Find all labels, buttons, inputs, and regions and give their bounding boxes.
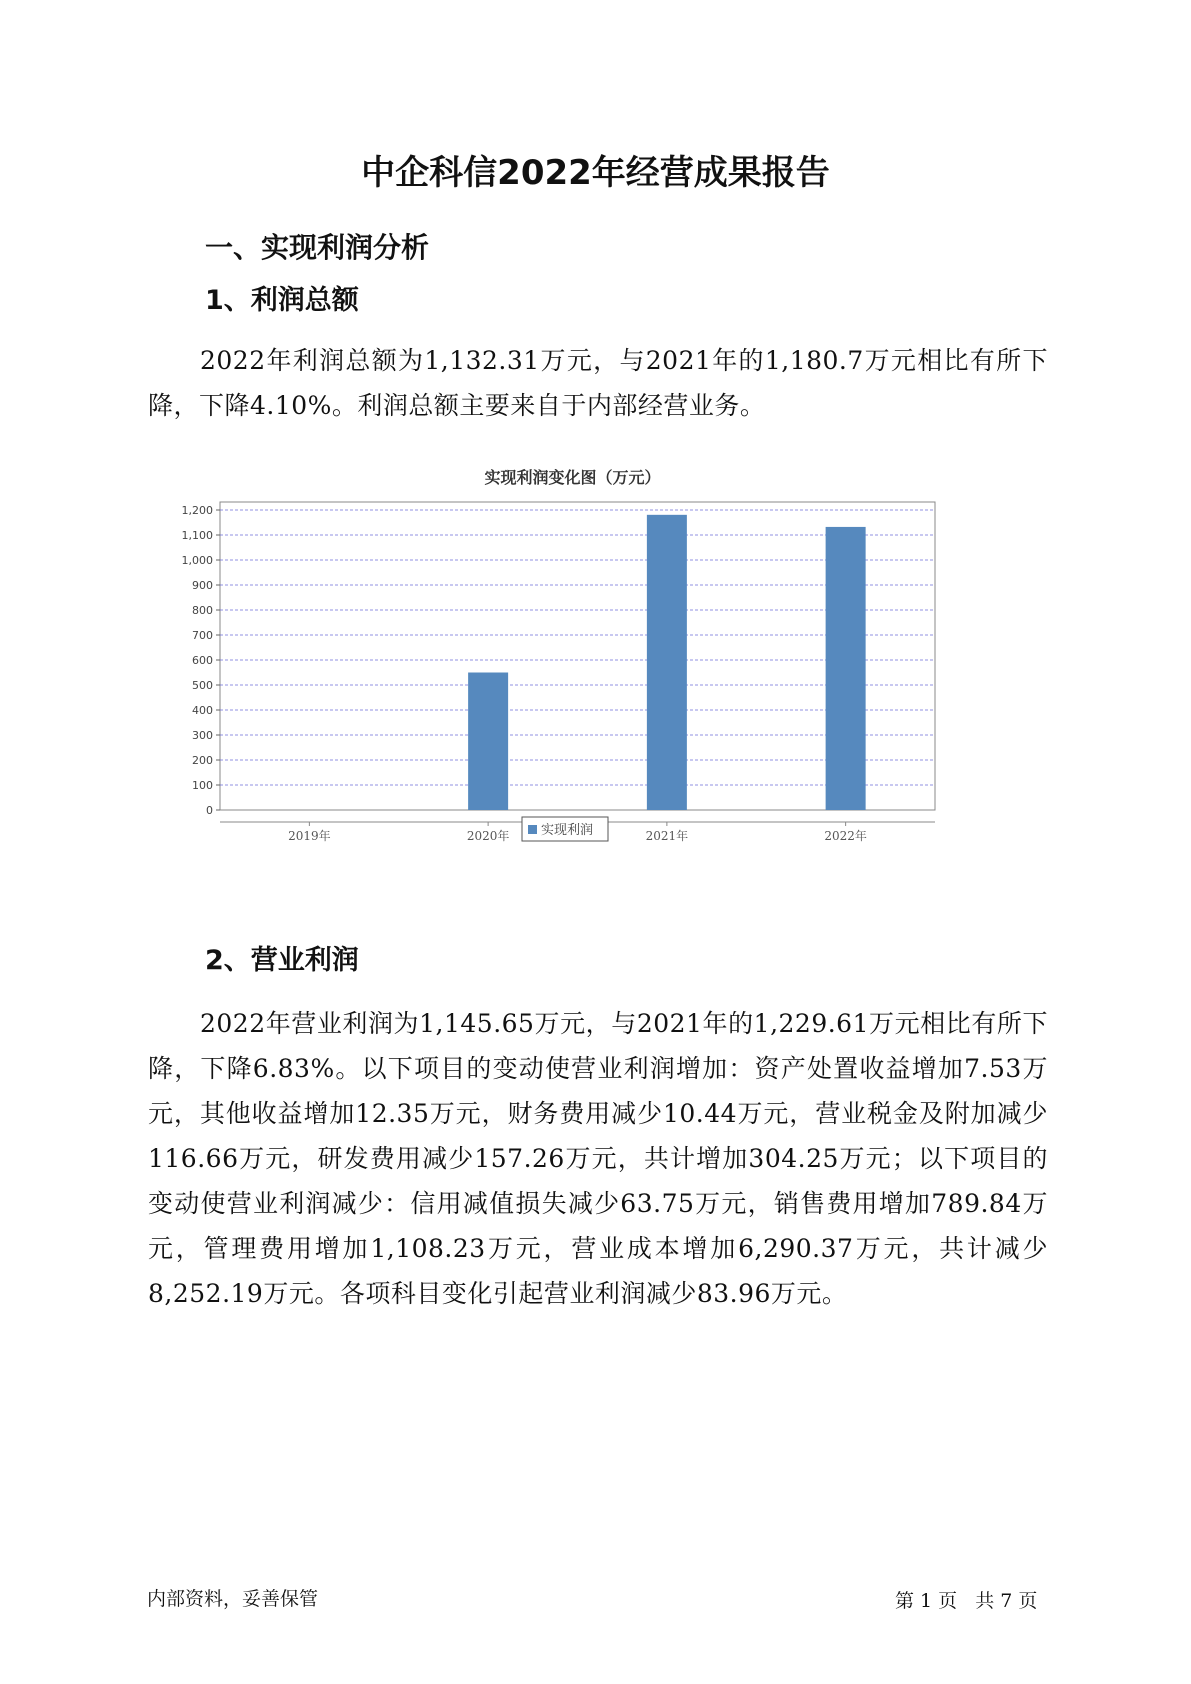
- footer-page-info: [892, 1586, 1040, 1613]
- x-tick-label: 2022年: [824, 829, 867, 843]
- y-tick-label: 1,000: [181, 554, 213, 567]
- subheading-operating-profit: 2、营业利润: [205, 945, 359, 976]
- bar-2020年: [468, 673, 508, 811]
- y-tick-label: 600: [192, 654, 213, 667]
- y-tick-label: 500: [192, 679, 213, 692]
- profit-bar-chart: [150, 455, 1050, 845]
- y-tick-label: 400: [192, 704, 213, 717]
- footer-page-number: 1: [920, 1590, 933, 1612]
- chart-title: 实现利润变化图（万元）: [484, 468, 661, 487]
- bar-2021年: [647, 515, 687, 810]
- subheading-total-profit: 1、利润总额: [205, 285, 359, 316]
- footer-confidential-note: 内部资料，妥善保管: [147, 1588, 319, 1610]
- footer-page-prefix: 第: [895, 1590, 915, 1612]
- footer-total-number: 7: [1000, 1590, 1013, 1612]
- x-tick-label: 2021年: [645, 829, 689, 843]
- page-title: 中企科信2022年经营成果报告: [361, 153, 830, 193]
- x-tick-label: 2020年: [466, 829, 510, 843]
- bar-2022年: [826, 527, 866, 810]
- x-tick-label: 2019年: [288, 829, 331, 843]
- footer-total-prefix: 共: [975, 1590, 995, 1612]
- y-tick-label: 200: [192, 754, 213, 767]
- section-heading-profit-analysis: 一、实现利润分析: [205, 231, 430, 264]
- y-tick-label: 300: [192, 729, 213, 742]
- y-tick-label: 1,200: [181, 504, 213, 517]
- y-tick-label: 800: [192, 604, 213, 617]
- y-tick-label: 100: [192, 779, 213, 792]
- y-tick-label: 1,100: [181, 529, 213, 542]
- paragraph-operating-profit: 2022年营业利润为1,145.65万元，与2021年的1,229.61万元相比有所下降，下降6.83%。以下项目的变动使营业利润增加：资产处置收益增加7.53万元，其他收益增加12.35万元，财务费用减少10.44万元，营业税金及附加减少116.66万元，研发费用减少157.26万元，共计增加304.25万元；以下项目的变动使营业利润减少：信用减值损失减少63.75万元，销售费用增加789.84万元，管理费用增加1,108.23万元，营业成本增加6,290.37万元，共计减少8,252.19万元。各项科目变化引起营业利润减少83.96万元。: [148, 1009, 1048, 1308]
- footer-page-unit: 页: [938, 1590, 958, 1612]
- legend-swatch: [528, 825, 537, 834]
- y-tick-label: 900: [192, 579, 213, 592]
- footer-total-unit: 页: [1018, 1590, 1038, 1612]
- paragraph-total-profit: 2022年利润总额为1,132.31万元，与2021年的1,180.7万元相比有所下降，下降4.10%。利润总额主要来自于内部经营业务。: [148, 346, 1048, 420]
- legend-label: 实现利润: [541, 823, 594, 838]
- y-tick-label: 0: [206, 804, 213, 817]
- y-tick-label: 700: [192, 629, 213, 642]
